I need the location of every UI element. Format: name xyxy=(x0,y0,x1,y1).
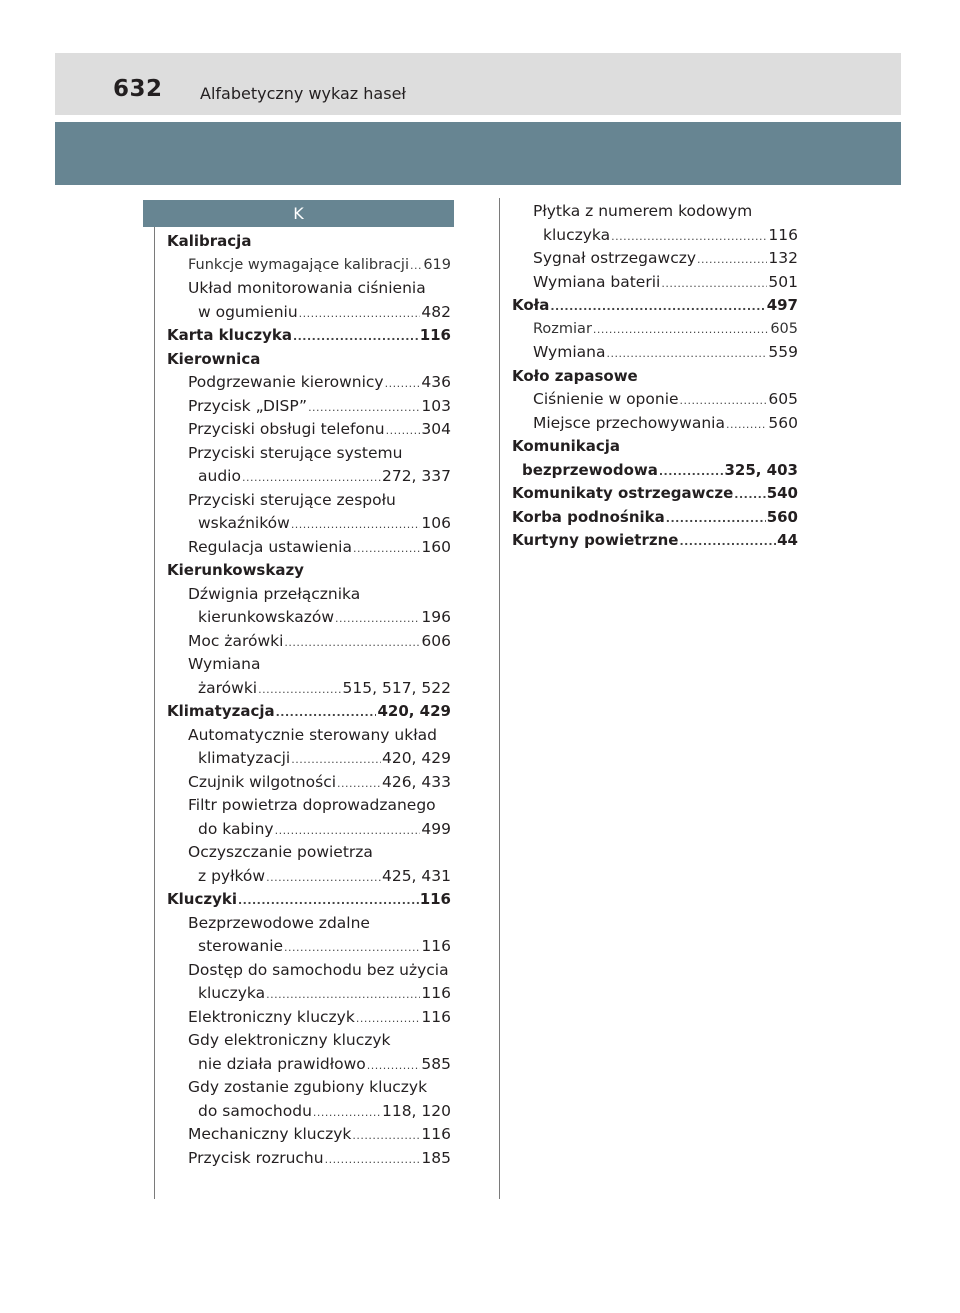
index-entry-term: sterowanie xyxy=(198,937,284,955)
index-entry-term: Przycisk „DISP” xyxy=(188,396,308,415)
index-entry-page-ref: 501 xyxy=(768,272,798,291)
index-entry xyxy=(167,489,451,513)
index-entry xyxy=(167,254,451,278)
dot-leader xyxy=(242,466,381,490)
index-entry xyxy=(512,529,798,553)
index-entry-term: Przyciski sterujące zespołu xyxy=(188,490,396,509)
index-entry-term: Mechaniczny kluczyk xyxy=(188,1125,352,1143)
index-entry xyxy=(512,247,798,271)
index-entry-page-ref: 497 xyxy=(766,296,798,314)
index-entry xyxy=(512,318,798,342)
index-entry-page-ref: 185 xyxy=(421,1148,451,1167)
index-entry xyxy=(167,935,451,959)
dot-leader xyxy=(734,483,765,507)
dot-leader xyxy=(313,1101,381,1125)
dot-leader xyxy=(410,254,422,278)
left-column-rule xyxy=(154,227,155,1199)
index-column-right xyxy=(512,200,798,553)
index-entry-term: Kurtyny powietrzne xyxy=(512,531,679,549)
index-entry xyxy=(167,348,451,372)
index-entry xyxy=(167,959,451,983)
index-entry-term: Gdy zostanie zgubiony kluczyk xyxy=(188,1078,428,1096)
dot-leader xyxy=(258,678,341,702)
index-entry xyxy=(512,435,798,459)
index-entry-page-ref: 106 xyxy=(421,514,451,532)
index-letter-heading: K xyxy=(143,200,454,227)
index-entry-term: Filtr powietrza doprowadzanego xyxy=(188,796,436,814)
index-entry-term: Miejsce przechowywania xyxy=(533,413,725,432)
index-entry-term: Kierownica xyxy=(167,349,261,368)
index-entry-page-ref: 44 xyxy=(777,531,798,549)
dot-leader xyxy=(697,248,767,272)
index-entry-page-ref: 559 xyxy=(768,343,798,361)
index-entry xyxy=(512,388,798,412)
index-entry-page-ref: 325, 403 xyxy=(724,460,798,479)
index-entry xyxy=(167,653,451,677)
index-entry-term: Elektroniczny kluczyk xyxy=(188,1007,355,1026)
index-entry xyxy=(167,1006,451,1030)
index-entry xyxy=(167,512,451,536)
index-entry xyxy=(167,324,451,348)
index-entry-term: Oczyszczanie powietrza xyxy=(188,843,373,861)
index-entry xyxy=(167,583,451,607)
index-entry xyxy=(512,365,798,389)
index-entry xyxy=(167,794,451,818)
dot-leader xyxy=(550,295,765,319)
dot-leader xyxy=(606,342,767,366)
index-entry xyxy=(167,747,451,771)
index-entry xyxy=(512,482,798,506)
index-entry-term: Wymiana baterii xyxy=(533,272,661,291)
index-entry-page-ref: 605 xyxy=(770,320,798,337)
index-entry-term: Układ monitorowania ciśnienia xyxy=(188,279,426,297)
dot-leader xyxy=(308,396,420,420)
index-entry-page-ref: 116 xyxy=(768,225,798,244)
index-entry xyxy=(512,459,798,483)
index-entry xyxy=(167,818,451,842)
index-entry-page-ref: 420, 429 xyxy=(381,749,451,767)
index-entry-term: Automatycznie sterowany układ xyxy=(188,725,437,744)
index-entry-term: Rozmiar xyxy=(533,320,592,337)
index-entry-term: Przyciski sterujące systemu xyxy=(188,443,403,462)
index-entry xyxy=(167,395,451,419)
index-entry-page-ref: 160 xyxy=(421,537,451,556)
index-entry-page-ref: 118, 120 xyxy=(381,1101,451,1120)
index-entry-page-ref: 116 xyxy=(421,984,451,1002)
index-entry-term: Wymiana xyxy=(188,655,261,673)
index-entry-page-ref: 304 xyxy=(421,420,451,438)
index-entry-term: Przyciski obsługi telefonu xyxy=(188,420,385,438)
index-entry-term: z pyłków xyxy=(198,866,266,885)
index-entry xyxy=(167,700,451,724)
dot-leader xyxy=(293,325,419,349)
index-entry xyxy=(167,1123,451,1147)
index-entry-page-ref: 499 xyxy=(421,819,451,838)
index-entry xyxy=(167,888,451,912)
index-entry-term: w ogumieniu xyxy=(198,302,298,321)
index-entry xyxy=(167,230,451,254)
dot-leader xyxy=(367,1054,421,1078)
index-entry-page-ref: 560 xyxy=(768,413,798,432)
index-entry xyxy=(512,224,798,248)
dot-leader xyxy=(291,513,421,537)
index-entry xyxy=(167,1029,451,1053)
index-entry-term: Komunikacja xyxy=(512,437,621,455)
index-entry xyxy=(167,771,451,795)
index-entry-term: Gdy elektroniczny kluczyk xyxy=(188,1031,391,1049)
index-entry xyxy=(167,1147,451,1171)
index-entry-term: Czujnik wilgotności xyxy=(188,772,337,791)
index-entry xyxy=(167,630,451,654)
index-entry xyxy=(167,559,451,583)
dot-leader xyxy=(726,413,767,437)
index-entry xyxy=(167,912,451,936)
index-entry-term: żarówki xyxy=(198,678,258,697)
index-entry xyxy=(167,1053,451,1077)
index-column-left xyxy=(167,230,451,1170)
index-entry-term: klimatyzacji xyxy=(198,749,291,767)
dot-leader xyxy=(275,819,421,843)
index-entry-term: wskaźników xyxy=(198,514,290,532)
index-entry-page-ref: 426, 433 xyxy=(381,772,451,791)
index-entry-term: Przycisk rozruchu xyxy=(188,1148,324,1167)
index-entry-term: Kalibracja xyxy=(167,232,252,250)
section-title: Alfabetyczny wykaz haseł xyxy=(200,84,406,103)
index-entry-term: Funkcje wymagające kalibracji xyxy=(188,256,409,273)
dot-leader xyxy=(386,419,421,443)
index-entry-page-ref: 103 xyxy=(421,396,451,415)
index-entry-page-ref: 436 xyxy=(421,373,451,391)
dot-leader xyxy=(659,460,724,484)
index-entry xyxy=(167,677,451,701)
index-entry xyxy=(167,865,451,889)
index-entry-term: Sygnał ostrzegawczy xyxy=(533,249,697,267)
dot-leader xyxy=(666,507,766,531)
index-entry xyxy=(167,1100,451,1124)
index-entry xyxy=(167,301,451,325)
dot-leader xyxy=(611,225,767,249)
index-entry-page-ref: 116 xyxy=(419,890,451,908)
index-entry-page-ref: 606 xyxy=(421,631,451,650)
index-entry xyxy=(167,1076,451,1100)
header-band xyxy=(55,122,901,185)
index-entry xyxy=(167,465,451,489)
dot-leader xyxy=(266,866,381,890)
index-entry-page-ref: 425, 431 xyxy=(381,866,451,885)
index-entry-term: Ciśnienie w oponie xyxy=(533,390,679,408)
index-entry xyxy=(167,724,451,748)
index-entry-page-ref: 116 xyxy=(421,937,451,955)
index-entry-page-ref: 116 xyxy=(419,326,451,344)
dot-leader xyxy=(593,318,769,342)
dot-leader xyxy=(337,772,381,796)
index-entry-term: Komunikaty ostrzegawcze xyxy=(512,484,734,502)
index-entry-page-ref: 605 xyxy=(768,390,798,408)
index-entry xyxy=(167,418,451,442)
dot-leader xyxy=(238,889,419,913)
index-entry xyxy=(512,341,798,365)
index-entry xyxy=(167,536,451,560)
index-entry-term: kierunkowskazów xyxy=(198,608,334,626)
dot-leader xyxy=(352,1124,420,1148)
index-entry xyxy=(512,506,798,530)
dot-leader xyxy=(356,1007,421,1031)
index-entry-page-ref: 482 xyxy=(421,302,451,321)
index-entry xyxy=(167,371,451,395)
index-entry-term: Kluczyki xyxy=(167,890,237,908)
dot-leader xyxy=(276,701,377,725)
index-entry-term: kluczyka xyxy=(198,984,266,1002)
dot-leader xyxy=(284,631,420,655)
index-entry-page-ref: 540 xyxy=(766,484,798,502)
index-entry-term: kluczyka xyxy=(543,225,611,244)
index-entry xyxy=(512,271,798,295)
index-entry xyxy=(167,982,451,1006)
index-entry-page-ref: 420, 429 xyxy=(377,702,451,720)
dot-leader xyxy=(291,748,381,772)
index-entry-page-ref: 116 xyxy=(421,1125,451,1143)
middle-column-rule xyxy=(499,198,500,1199)
index-entry-term: bezprzewodowa xyxy=(522,460,658,479)
dot-leader xyxy=(353,537,420,561)
dot-leader xyxy=(299,302,421,326)
index-entry-page-ref: 515, 517, 522 xyxy=(342,678,451,697)
index-entry-term: do kabiny xyxy=(198,819,274,838)
dot-leader xyxy=(284,936,420,960)
index-entry-term: nie działa prawidłowo xyxy=(198,1054,366,1073)
dot-leader xyxy=(325,1148,421,1172)
index-entry xyxy=(512,294,798,318)
dot-leader xyxy=(335,607,420,631)
index-entry xyxy=(512,412,798,436)
index-entry-term: do samochodu xyxy=(198,1101,312,1120)
index-entry-term: Dźwignia przełącznika xyxy=(188,584,361,603)
index-entry-term: Kierunkowskazy xyxy=(167,561,304,579)
index-entry-term: Karta kluczyka xyxy=(167,326,292,344)
index-entry-term: Płytka z numerem kodowym xyxy=(533,202,753,220)
index-entry-term: audio xyxy=(198,467,241,485)
index-entry-page-ref: 132 xyxy=(768,249,798,267)
index-entry-term: Koła xyxy=(512,296,550,314)
index-entry-page-ref: 116 xyxy=(421,1007,451,1026)
index-entry-term: Wymiana xyxy=(533,343,606,361)
dot-leader xyxy=(661,272,767,296)
index-entry xyxy=(167,442,451,466)
page-header xyxy=(55,53,901,115)
index-entry-term: Podgrzewanie kierownicy xyxy=(188,373,384,391)
index-entry-term: Koło zapasowe xyxy=(512,366,638,385)
index-entry-page-ref: 619 xyxy=(423,256,451,273)
dot-leader xyxy=(266,983,420,1007)
index-entry xyxy=(167,841,451,865)
index-entry-term: Dostęp do samochodu bez użycia xyxy=(188,960,449,979)
index-entry-page-ref: 560 xyxy=(766,507,798,526)
dot-leader xyxy=(385,372,421,396)
dot-leader xyxy=(680,389,768,413)
index-entry-term: Bezprzewodowe zdalne xyxy=(188,913,370,932)
index-entry-term: Klimatyzacja xyxy=(167,702,275,720)
index-entry xyxy=(512,200,798,224)
index-entry xyxy=(167,277,451,301)
dot-leader xyxy=(679,530,776,554)
index-entry-term: Moc żarówki xyxy=(188,631,284,650)
index-entry xyxy=(167,606,451,630)
index-entry-term: Regulacja ustawienia xyxy=(188,537,352,556)
index-entry-term: Korba podnośnika xyxy=(512,507,665,526)
index-entry-page-ref: 272, 337 xyxy=(381,467,451,485)
index-entry-page-ref: 585 xyxy=(421,1054,451,1073)
page-number: 632 xyxy=(113,76,163,102)
index-entry-page-ref: 196 xyxy=(421,608,451,626)
